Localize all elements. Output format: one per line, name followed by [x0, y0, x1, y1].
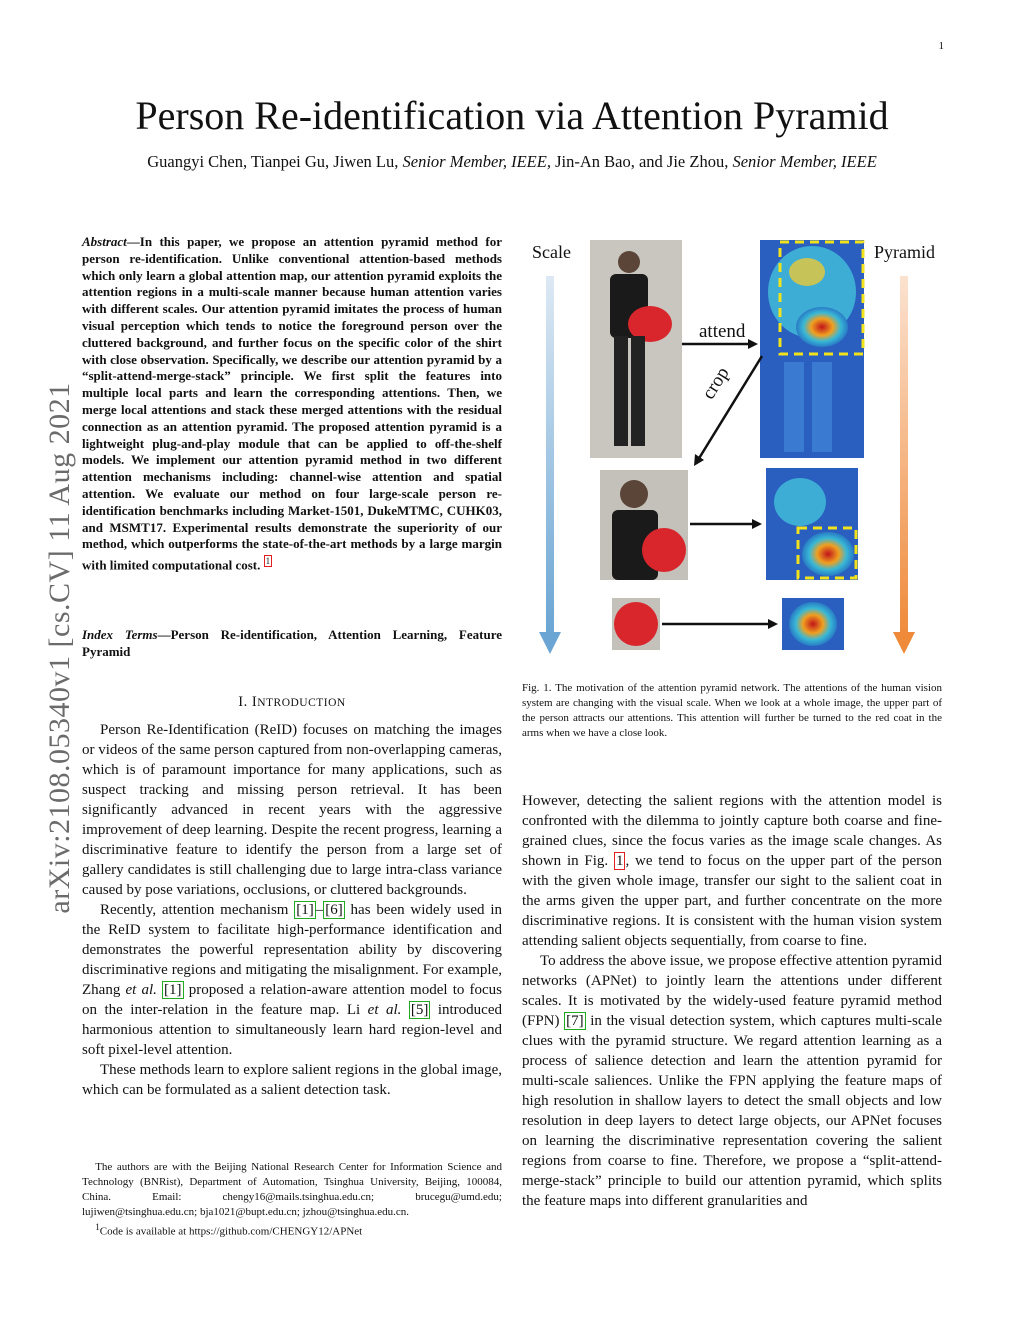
citation-link[interactable]: [1] [164, 982, 182, 998]
figure-label-scale: Scale [532, 242, 571, 262]
text-run: – [315, 902, 324, 918]
text-run: has been widely used in the ReID system to facilitate high-performance identification and demonstrates the powerful representation ability by discovering discriminative regions and mitigating the misalignment. For example, Zhang [82, 902, 502, 998]
pyramid-arrow-shaft [900, 276, 908, 636]
section-title-rest: NTRODUCTION [257, 697, 346, 709]
figure-label-attend: attend [699, 321, 746, 342]
text-run: in the visual detection system, which captures multi-scale clues with the pyramid structure. We regard attention learning as a process of salience detection and learn the attention pyramid for multi-scale saliences. Unlike the FPN applying the feature maps of high resolution in shallow layers to detect the small objects and low resolution in deep layers to detect large objects, our APNet focuses on learning the discriminative representation covering the salient regions from coarse to fine. Therefore, we propose a “split-attend-merge-stack” principle to build our attention pyramid, which splits the feature maps into different granularities and [522, 1013, 942, 1209]
figure-label-crop: crop [698, 363, 734, 404]
author-line [0, 152, 1024, 172]
abstract [82, 234, 502, 574]
section-heading-introduction [82, 694, 502, 711]
index-terms-label: Index Terms [82, 627, 158, 642]
figure-1-graphic [522, 232, 942, 672]
figure-1 [522, 232, 942, 672]
heatmap-full [760, 240, 864, 458]
arrow-coat-head [768, 619, 778, 629]
arrow-upper-head [752, 519, 762, 529]
heatmap-coat [782, 598, 844, 650]
footnote-mark: 1 [95, 1222, 100, 1232]
index-terms [82, 627, 502, 661]
index-terms-text: —Person Re-identification, Attention Learning, Feature Pyramid [82, 627, 502, 659]
paper-title: Person Re-identification via Attention Pyramid [135, 93, 889, 138]
citation-link[interactable]: [1] [296, 902, 314, 918]
scale-arrow-shaft [546, 276, 554, 636]
authors-names-2: Jin-An Bao, and Jie Zhou, [550, 152, 733, 171]
citation-link[interactable]: [6] [325, 902, 343, 918]
text-run [401, 1002, 408, 1018]
coat-photo [612, 598, 660, 650]
footnote-code [82, 1220, 502, 1240]
intro-right-column [522, 791, 942, 1211]
arxiv-id: arXiv:2108.05340v1 [cs.CV] 11 Aug 2021 [43, 382, 76, 914]
scale-arrow-head [539, 632, 561, 654]
abstract-footnote-link[interactable]: 1 [265, 556, 271, 567]
person-photo-full [590, 240, 682, 458]
text-run: Recently, attention mechanism [100, 902, 295, 918]
crop-arrow-head [694, 454, 704, 466]
right-paragraph-2 [522, 951, 942, 1211]
intro-paragraph-2 [82, 900, 502, 1060]
figure-label-pyramid: Pyramid [874, 242, 935, 262]
text-run-italic: et al. [125, 982, 157, 998]
abstract-label: Abstract [82, 234, 127, 249]
figure-ref-link[interactable]: 1 [615, 853, 624, 869]
text-run-italic: et al. [367, 1002, 402, 1018]
pyramid-arrow-head [893, 632, 915, 654]
intro-paragraph-1: Person Re-Identification (ReID) focuses on matching the images or videos of the same person captured from non-overlapping cameras, which is of paramount importance for many applications, such as suspect tracking and missing person retrieval. It has been significantly advanced in recent years with the aggressive improvement of deep learning. Despite the recent progress, learning a discriminative feature to identify the person from a large set of gallery candidates is still challenging due to large intra-class variance caused by pose variations, occlusions, or cluttered backgrounds. [82, 722, 502, 898]
attend-arrow-head [748, 339, 758, 349]
author-affiliation-2: Senior Member, IEEE [732, 152, 877, 171]
right-paragraph-1 [522, 791, 942, 951]
footnote-code-text: Code is available at https://github.com/CHENGY12/APNet [99, 1225, 363, 1238]
authors-names-1: Guangyi Chen, Tianpei Gu, Jiwen Lu, [147, 152, 403, 171]
text-run: proposed a relation-aware attention model to focus on the inter-relation in the feature map. Li [82, 982, 503, 1018]
author-affiliation-1: Senior Member, IEEE, [402, 152, 551, 171]
text-run: , we tend to focus on the upper part of the person with the given whole image, transfer our sight to the salient coat in the arms given the upper part, and further concentrate on the more discriminative regions. It is consistent with the human vision system attending salient objects sequentially, from coarse to fine. [522, 853, 942, 949]
intro-left-column [82, 720, 502, 1100]
person-photo-upper [600, 470, 688, 580]
citation-link[interactable]: [5] [410, 1002, 429, 1018]
figure-1-caption: Fig. 1. The motivation of the attention pyramid network. The attentions of the human vision system are changing with the visual scale. When we look at a whole image, the upper part of the person attracts our attentions. This attention will further be turned to the red coat in the arms when we have a close look. [522, 682, 942, 739]
page-number: 1 [938, 40, 944, 52]
text-run: To address the above issue, we propose effective attention pyramid networks (APNet) to jointly learn the attentions under different scales. It is motivated by the widely-used feature pyramid method (FPN) [522, 953, 942, 1029]
footnotes [82, 1160, 502, 1240]
heatmap-upper [766, 468, 858, 580]
abstract-text: —In this paper, we propose an attention pyramid method for person re-identification. Unlike conventional attention-based methods which only learn a global attention map, our attention pyramid exploits the attention regions in a multi-scale manner because human attention varies with different scales. Our attention pyramid imitates the process of human visual perception which tends to notice the foreground person over the cluttered background, and further focus on the specific color of the shirt with close observation. Specifically, we describe our attention pyramid by a “split-attend-merge-stack” principle. We first split the features into multiple local parts and learn the corresponding attentions. Then, we merge local attentions and stack these merged attentions with the residual connection as an attention pyramid. The proposed attention pyramid is a lightweight plug-and-play module that can be applied to off-the-shelf models. We implement our attention pyramid method in two different attention mechanisms including: channel-wise attention and spatial attention. We evaluate our method on four large-scale person re-identification benchmarks including Market-1501, DukeMTMC, CUHK03, and MSMT17. Experimental results demonstrate the superiority of our method, which outperforms the state-of-the-art methods by a large margin with limited computational cost. [82, 234, 502, 573]
text-run: However, detecting the salient regions with the attention model is confronted with the dilemma to jointly capture both coarse and fine-grained clues, since the focus varies as the image scale changes. As shown in Fig. [522, 793, 942, 869]
section-number: I. [238, 694, 252, 710]
footnote-affiliation: The authors are with the Beijing National Research Center for Information Science and Technology (BNRist), Department of Automation, Tsinghua University, Beijing, 100084, China. Email: chengy16@mails.tsinghua.edu.cn; brucegu@umd.edu; lujiwen@tsinghua.edu.cn; bja1021@bupt.edu.cn; jzhou@tsinghua.edu.cn. [82, 1161, 502, 1218]
text-run: introduced harmonious attention to simultaneously learn hard region-level and soft pixel-level attention. [82, 1002, 502, 1058]
intro-paragraph-3: These methods learn to explore salient regions in the global image, which can be formulated as a salient detection task. [82, 1062, 502, 1098]
citation-link[interactable]: [7] [566, 1013, 584, 1029]
section-title-initial: I [251, 694, 258, 710]
